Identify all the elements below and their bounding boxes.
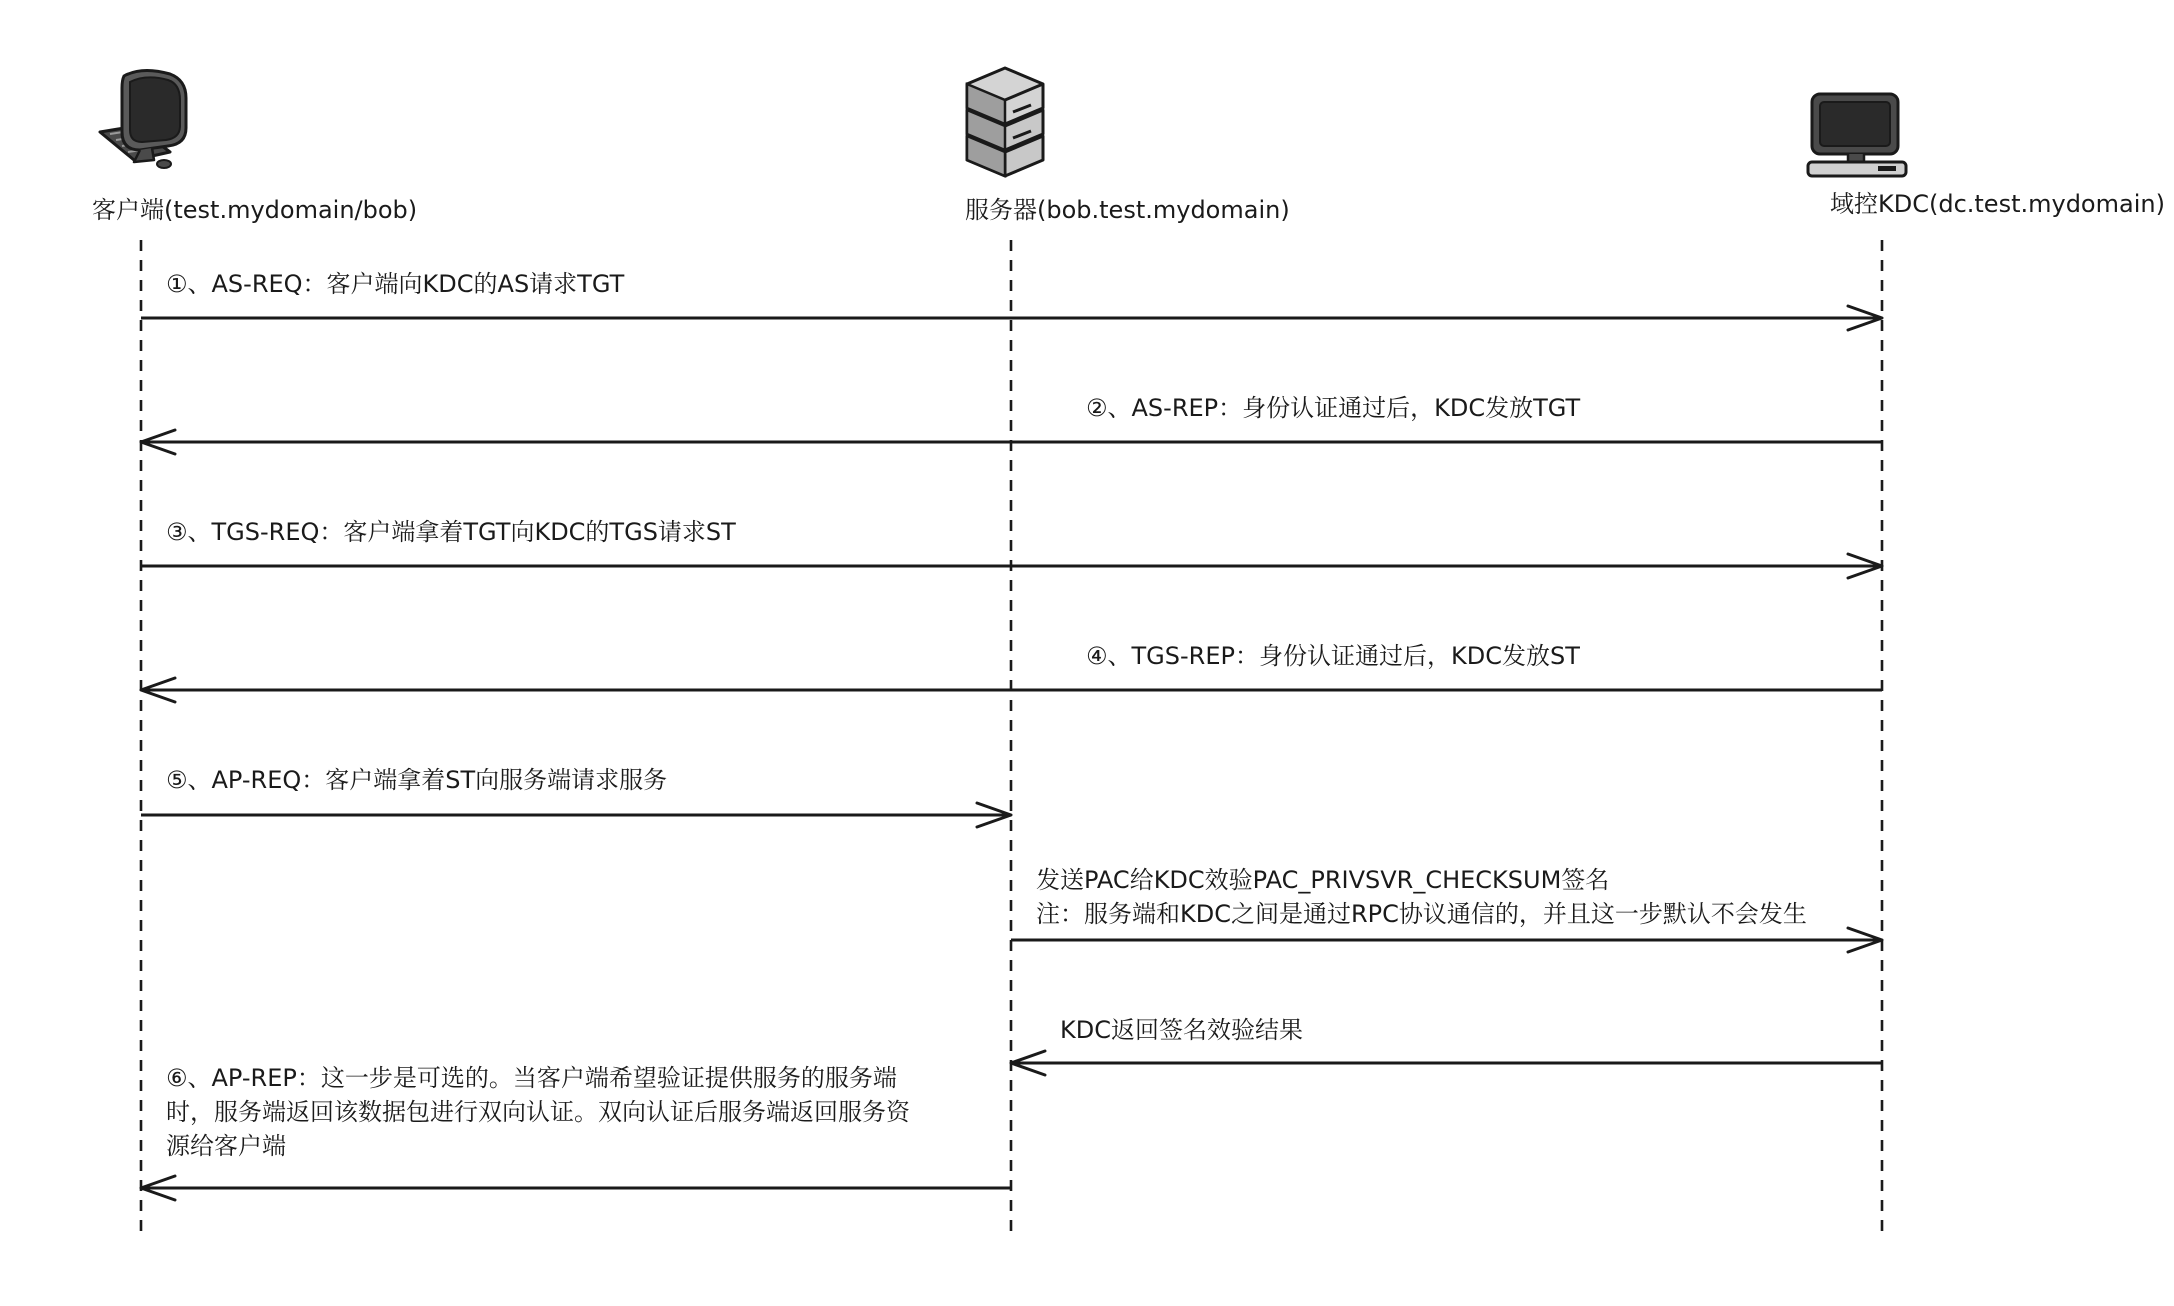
message-label: 源给客户端: [166, 1132, 286, 1160]
message-label: ①、AS-REQ：客户端向KDC的AS请求TGT: [166, 270, 625, 298]
message-ap-rep: [141, 1064, 1011, 1200]
message-label: KDC返回签名效验结果: [1060, 1016, 1303, 1044]
message-label: ③、TGS-REQ：客户端拿着TGT向KDC的TGS请求ST: [166, 518, 736, 546]
desktop-computer-icon: [100, 70, 186, 168]
monitor-computer-icon: [1808, 94, 1906, 176]
message-label: 发送PAC给KDC效验PAC_PRIVSVR_CHECKSUM签名: [1036, 866, 1610, 894]
message-label: ②、AS-REP：身份认证通过后，KDC发放TGT: [1086, 394, 1581, 422]
message-label: 时，服务端返回该数据包进行双向认证。双向认证后服务端返回服务资: [166, 1098, 910, 1126]
message-ap-req: [141, 766, 1011, 827]
message-label: ⑤、AP-REQ：客户端拿着ST向服务端请求服务: [166, 766, 668, 794]
message-label: ⑥、AP-REP：这一步是可选的。当客户端希望验证提供服务的服务端: [166, 1064, 897, 1092]
actor-label-kdc: 域控KDC(dc.test.mydomain): [1830, 190, 2165, 218]
actor-label-client: 客户端(test.mydomain/bob): [92, 196, 418, 224]
message-label: ④、TGS-REP：身份认证通过后，KDC发放ST: [1086, 642, 1580, 670]
actor-label-server: 服务器(bob.test.mydomain): [965, 196, 1290, 224]
message-label: 注：服务端和KDC之间是通过RPC协议通信的，并且这一步默认不会发生: [1036, 900, 1807, 928]
message-pac-verify: [1011, 866, 1882, 952]
message-pac-result: [1011, 1016, 1882, 1075]
server-stack-icon: [967, 68, 1043, 176]
